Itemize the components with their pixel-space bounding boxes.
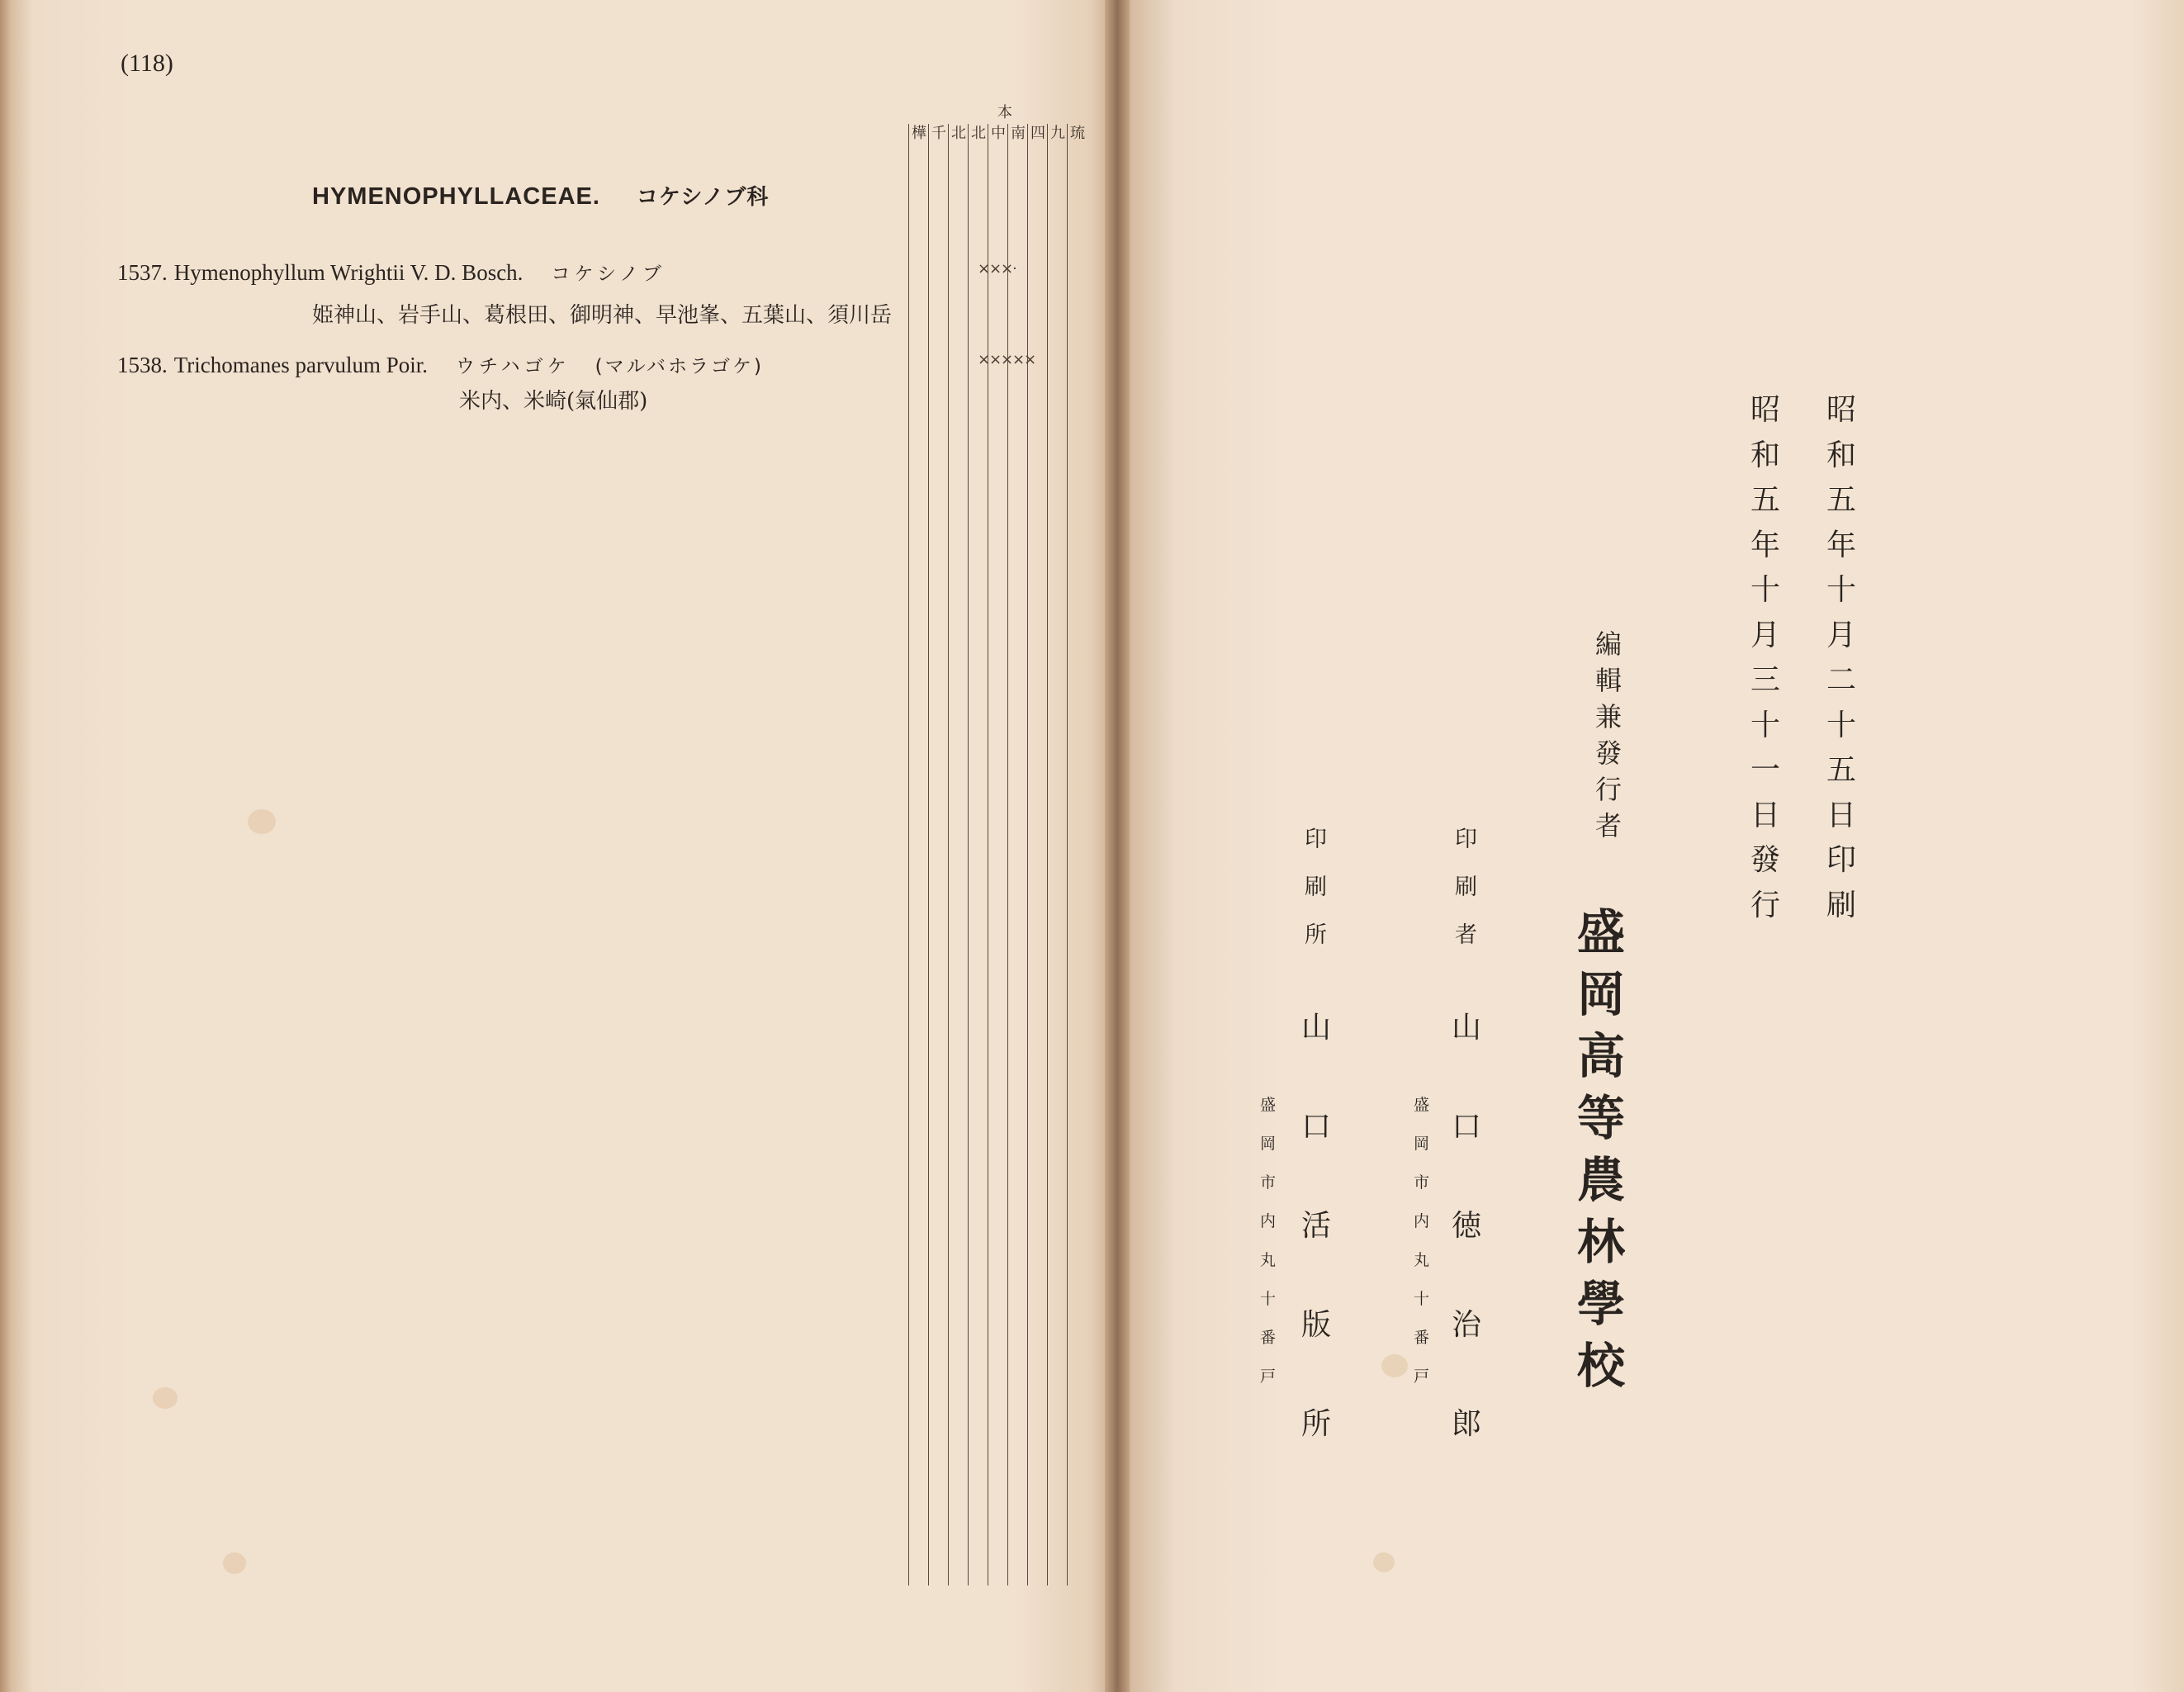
publish-date <box>1751 388 1780 928</box>
vertical-char: 丸 <box>1414 1251 1430 1269</box>
distribution-column-header: 四 <box>1030 125 1045 142</box>
vertical-char: 丸 <box>1260 1251 1277 1269</box>
vertical-char: 印 <box>1305 827 1327 852</box>
vertical-char: 十 <box>1751 708 1781 742</box>
distribution-mark: × <box>1012 351 1026 368</box>
family-name-japanese: コケシノブ科 <box>636 185 770 210</box>
distribution-column <box>1047 124 1067 1585</box>
vertical-char: 盛 <box>1414 1096 1430 1114</box>
vertical-char: 岡 <box>1260 1135 1277 1153</box>
vertical-char: 十 <box>1414 1290 1430 1308</box>
vertical-char: 編 <box>1595 628 1623 660</box>
print-shop-name <box>1301 979 1331 1474</box>
vertical-char: 岡 <box>1414 1135 1430 1153</box>
vertical-char: 徳 <box>1452 1209 1482 1243</box>
family-name-latin: HYMENOPHYLLACEAE. <box>312 183 600 210</box>
paper-stain <box>1381 1354 1408 1377</box>
vertical-char: 刷 <box>1305 874 1327 900</box>
japanese-name: コケシノブ <box>551 263 666 285</box>
editor-publisher <box>1577 902 1625 1397</box>
distribution-mark: × <box>1024 351 1037 368</box>
print-shop-label <box>1305 816 1327 960</box>
vertical-char: 版 <box>1301 1308 1332 1342</box>
editor-publisher-label <box>1595 626 1622 844</box>
vertical-char: 番 <box>1414 1329 1430 1347</box>
vertical-char: 口 <box>1301 1110 1332 1144</box>
vertical-char: 兼 <box>1595 701 1623 732</box>
paper-stain <box>248 809 276 834</box>
vertical-char: 印 <box>1826 843 1857 877</box>
vertical-char: 年 <box>1826 528 1857 562</box>
vertical-char: 十 <box>1751 573 1781 607</box>
distribution-column <box>948 124 968 1585</box>
distribution-column <box>908 124 928 1585</box>
paper-stain <box>153 1387 178 1409</box>
japanese-name: ウチハゴケ <box>456 356 571 377</box>
scientific-name: Hymenophyllum Wrightii V. D. Bosch. <box>173 260 523 285</box>
vertical-char: 高 <box>1577 1028 1626 1084</box>
page-number: (118) <box>121 50 173 77</box>
vertical-char: 等 <box>1577 1090 1626 1146</box>
vertical-char: 輯 <box>1595 665 1623 696</box>
vertical-char: 林 <box>1577 1214 1626 1270</box>
distribution-column-header: 南 <box>1011 125 1026 142</box>
distribution-column <box>988 124 1007 1585</box>
vertical-char: 盛 <box>1577 904 1626 960</box>
distribution-column <box>928 124 948 1585</box>
distribution-column <box>1007 124 1027 1585</box>
localities: 姫神山、岩手山、葛根田、御明神、早池峯、五葉山、須川岳 <box>312 303 893 328</box>
vertical-char: 農 <box>1577 1152 1626 1208</box>
vertical-char: 十 <box>1260 1290 1277 1308</box>
vertical-char: 内 <box>1260 1212 1277 1230</box>
distribution-column-header: 千 <box>931 125 946 142</box>
vertical-char: 山 <box>1452 1011 1482 1045</box>
distribution-mark: × <box>1001 351 1014 368</box>
paper-stain <box>223 1552 246 1574</box>
print-date <box>1826 388 1856 928</box>
vertical-char: 一 <box>1751 753 1781 787</box>
vertical-char: 盛 <box>1260 1096 1277 1114</box>
vertical-char: 治 <box>1452 1308 1482 1342</box>
distribution-column-header: 北 <box>951 125 966 142</box>
vertical-char: 月 <box>1826 618 1857 652</box>
distribution-column <box>1067 124 1087 1585</box>
vertical-char: 日 <box>1751 798 1781 832</box>
printer-address <box>1414 1086 1429 1396</box>
print-shop-address <box>1260 1086 1276 1396</box>
vertical-char: 行 <box>1595 774 1623 805</box>
vertical-char: 内 <box>1414 1212 1430 1230</box>
vertical-char: 市 <box>1260 1173 1277 1192</box>
entry-number: 1538. <box>117 353 168 377</box>
vertical-char: 所 <box>1301 1407 1332 1441</box>
vertical-char: 學 <box>1577 1276 1626 1332</box>
vertical-char: 十 <box>1826 573 1857 607</box>
vertical-char: 十 <box>1826 708 1857 742</box>
distribution-column <box>968 124 991 1585</box>
vertical-char: 郎 <box>1452 1407 1482 1441</box>
vertical-char: 月 <box>1751 618 1781 652</box>
distribution-column-header: 琉 <box>1070 125 1085 142</box>
vertical-char: 發 <box>1595 737 1623 769</box>
vertical-char: 戸 <box>1414 1367 1430 1386</box>
vertical-char: 三 <box>1751 663 1781 697</box>
vertical-char: 岡 <box>1577 966 1626 1022</box>
vertical-char: 山 <box>1301 1011 1332 1045</box>
distribution-column <box>1027 124 1047 1585</box>
vertical-char: 校 <box>1577 1338 1626 1394</box>
vertical-char: 印 <box>1455 827 1477 852</box>
right-page <box>1117 0 2184 1692</box>
vertical-char: 昭 <box>1826 393 1857 427</box>
distribution-mark: × <box>1001 260 1014 277</box>
vertical-char: 和 <box>1826 438 1857 472</box>
alternate-name: (マルバホラゴケ) <box>595 356 764 377</box>
vertical-char: 五 <box>1826 483 1857 517</box>
vertical-char: 和 <box>1751 438 1781 472</box>
vertical-char: 番 <box>1260 1329 1277 1347</box>
distribution-column-header: 樺 <box>912 125 926 142</box>
vertical-char: 日 <box>1826 798 1857 832</box>
distribution-mark: × <box>978 351 991 368</box>
vertical-char: 發 <box>1751 843 1781 877</box>
distribution-mark: × <box>989 260 1002 277</box>
vertical-char: 活 <box>1301 1209 1332 1243</box>
vertical-char: 昭 <box>1751 393 1781 427</box>
vertical-char: 刷 <box>1455 874 1477 900</box>
vertical-char: 刷 <box>1826 888 1857 922</box>
localities: 米内、米崎(氣仙郡) <box>459 389 648 414</box>
vertical-char: 者 <box>1455 922 1477 948</box>
paper-stain <box>1373 1552 1395 1572</box>
vertical-char: 行 <box>1751 888 1781 922</box>
distribution-mark: × <box>978 260 991 277</box>
distribution-top-mark: 本 <box>997 104 1012 121</box>
vertical-char: 所 <box>1305 922 1327 948</box>
vertical-char: 市 <box>1414 1173 1430 1192</box>
distribution-column-header: 北 <box>971 125 986 142</box>
species-entry <box>117 258 893 328</box>
distribution-mark: × <box>989 351 1002 368</box>
entry-number: 1537. <box>117 260 168 285</box>
scientific-name: Trichomanes parvulum Poir. <box>173 353 428 377</box>
vertical-char: 五 <box>1751 483 1781 517</box>
vertical-char: 戸 <box>1260 1367 1277 1386</box>
distribution-column-header: 中 <box>991 125 1006 142</box>
vertical-char: 二 <box>1826 663 1857 697</box>
species-entry <box>117 351 764 414</box>
family-header <box>312 180 769 211</box>
vertical-char: 五 <box>1826 753 1857 787</box>
printer-name <box>1452 979 1481 1474</box>
book-gutter <box>1105 0 1130 1692</box>
distribution-mark: · <box>1012 260 1017 277</box>
vertical-char: 年 <box>1751 528 1781 562</box>
printer-label <box>1455 816 1477 960</box>
vertical-char: 者 <box>1595 810 1623 841</box>
distribution-table <box>908 124 1100 1585</box>
vertical-char: 口 <box>1452 1110 1482 1144</box>
distribution-column-header: 九 <box>1050 125 1065 142</box>
